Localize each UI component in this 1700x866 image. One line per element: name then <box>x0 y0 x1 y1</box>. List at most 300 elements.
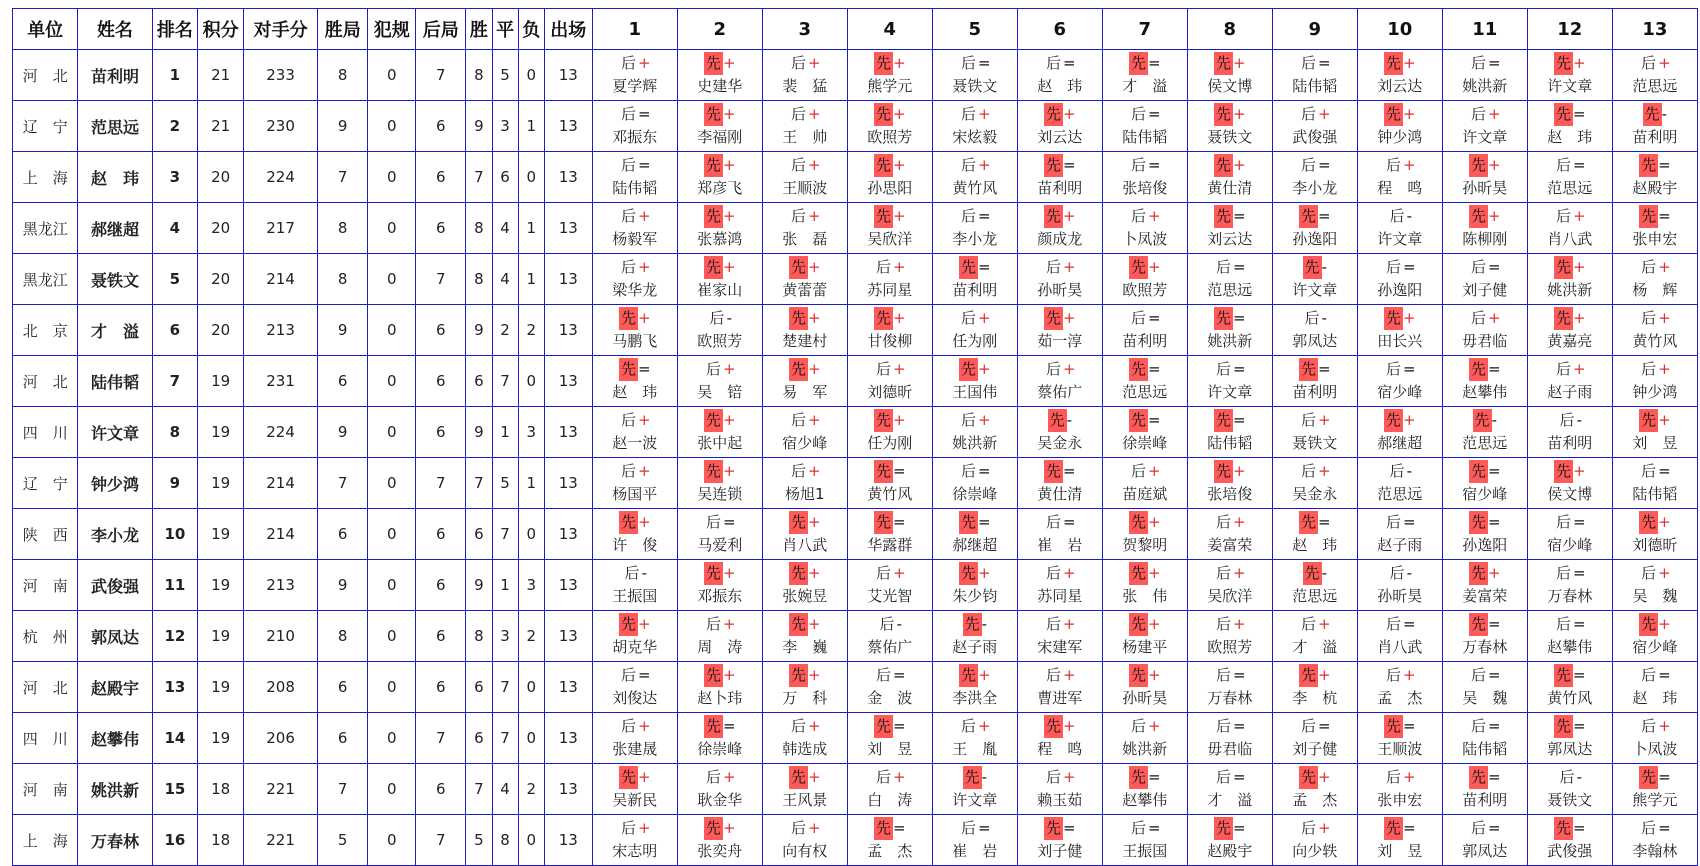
round-result-cell <box>762 764 847 815</box>
opponent-name: 苗利明 <box>1292 383 1338 401</box>
fouls-cell: 0 <box>368 50 416 101</box>
unit-cell: 河 北 <box>13 50 78 101</box>
game-result: + <box>807 819 821 837</box>
wins-cell: 7 <box>466 152 492 203</box>
losses-cell: 0 <box>518 509 544 560</box>
color-side-label: 先 <box>1643 103 1662 126</box>
game-result: = <box>1487 717 1501 735</box>
round-result-cell <box>1102 764 1187 815</box>
game-result: = <box>892 666 906 684</box>
color-side-label: 先 <box>704 715 723 738</box>
game-result: = <box>1487 666 1501 684</box>
unit-cell: 河 南 <box>13 560 78 611</box>
game-result: + <box>722 258 736 276</box>
game-result: + <box>722 462 736 480</box>
game-result: = <box>1572 156 1586 174</box>
color-side-label: 后 <box>960 156 976 174</box>
fouls-cell: 0 <box>368 152 416 203</box>
points-cell: 19 <box>198 560 244 611</box>
losses-cell: 3 <box>518 407 544 458</box>
game-result: = <box>1147 309 1161 327</box>
opponent-score-cell: 213 <box>244 305 318 356</box>
column-header: 犯规 <box>368 9 416 50</box>
color-side-label: 后 <box>1470 54 1486 72</box>
points-cell: 21 <box>198 101 244 152</box>
opponent-name: 杨建平 <box>1122 638 1168 656</box>
round-result-cell <box>1017 203 1102 254</box>
round-result-cell <box>847 50 932 101</box>
losses-cell: 0 <box>518 50 544 101</box>
round-result-cell <box>1102 560 1187 611</box>
color-side-label: 先 <box>1554 460 1573 483</box>
rank-cell: 2 <box>152 101 198 152</box>
game-result: + <box>1402 768 1416 786</box>
opponent-name: 任为刚 <box>867 434 913 452</box>
opponent-name: 肖八武 <box>1377 638 1423 656</box>
wins-cell: 8 <box>466 254 492 305</box>
opponent-name: 吴欣洋 <box>867 230 913 248</box>
opponent-name: 赵一波 <box>612 434 658 452</box>
color-side-label: 后 <box>1215 666 1231 684</box>
rank-cell: 12 <box>152 611 198 662</box>
game-result: + <box>722 105 736 123</box>
round-result-cell <box>1357 458 1442 509</box>
round-result-cell <box>1102 611 1187 662</box>
round-result-cell <box>1612 662 1697 713</box>
points-cell: 20 <box>198 254 244 305</box>
opponent-name: 陆伟韬 <box>1122 128 1168 146</box>
color-side-label: 先 <box>789 664 808 687</box>
winning-games-cell: 9 <box>318 560 368 611</box>
game-result: + <box>1147 258 1161 276</box>
game-result: + <box>722 156 736 174</box>
round-result-cell <box>1187 458 1272 509</box>
color-side-label: 后 <box>1641 360 1657 378</box>
round-result-cell <box>1017 407 1102 458</box>
round-result-cell <box>1357 560 1442 611</box>
game-result: = <box>1232 768 1246 786</box>
round-result-cell <box>592 305 677 356</box>
rank-cell: 1 <box>152 50 198 101</box>
round-result-cell <box>762 101 847 152</box>
round-result-cell <box>1357 713 1442 764</box>
opponent-name: 苏同星 <box>1037 587 1083 605</box>
round-result-cell <box>677 764 762 815</box>
color-side-label: 后 <box>1300 717 1316 735</box>
opponent-name: 黄嘉亮 <box>1547 332 1593 350</box>
opponent-name: 孙昕昊 <box>1037 281 1083 299</box>
round-result-cell <box>1527 458 1612 509</box>
opponent-name: 马鹏飞 <box>612 332 658 350</box>
opponent-name: 姚洪新 <box>1462 77 1508 95</box>
back-games-cell: 6 <box>416 662 466 713</box>
color-side-label: 先 <box>874 52 893 75</box>
round-result-cell <box>677 254 762 305</box>
round-result-cell <box>1102 662 1187 713</box>
back-games-cell: 7 <box>416 458 466 509</box>
color-side-label: 后 <box>875 258 891 276</box>
unit-cell: 上 海 <box>13 815 78 866</box>
opponent-name: 赵殿宇 <box>1632 179 1678 197</box>
opponent-name: 许文章 <box>1377 230 1423 248</box>
opponent-name: 卜凤波 <box>1632 740 1678 758</box>
game-result: = <box>1572 105 1586 123</box>
round-result-cell <box>932 152 1017 203</box>
column-header: 13 <box>1612 9 1697 50</box>
color-side-label: 先 <box>704 664 723 687</box>
winning-games-cell: 5 <box>318 815 368 866</box>
draws-cell: 1 <box>492 560 518 611</box>
game-result: = <box>1572 666 1586 684</box>
round-result-cell <box>1272 203 1357 254</box>
game-result: + <box>1658 309 1671 327</box>
game-result: + <box>807 54 821 72</box>
game-result: + <box>1317 411 1331 429</box>
column-header: 5 <box>932 9 1017 50</box>
game-result: + <box>1232 54 1246 72</box>
round-result-cell <box>762 815 847 866</box>
back-games-cell: 6 <box>416 509 466 560</box>
color-side-label: 后 <box>1130 717 1146 735</box>
played-cell: 13 <box>544 509 592 560</box>
round-result-cell <box>1527 50 1612 101</box>
opponent-name: 黄仕清 <box>1037 485 1083 503</box>
wins-cell: 6 <box>466 509 492 560</box>
opponent-name: 孙逸阳 <box>1377 281 1423 299</box>
round-result-cell <box>592 152 677 203</box>
opponent-name: 陆伟韬 <box>612 179 658 197</box>
game-result: + <box>1062 258 1076 276</box>
round-result-cell <box>1442 611 1527 662</box>
opponent-name: 欧照芳 <box>1207 638 1253 656</box>
game-result: + <box>1147 564 1161 582</box>
opponent-name: 王振国 <box>1122 842 1168 860</box>
opponent-score-cell: 230 <box>244 101 318 152</box>
round-result-cell <box>1272 305 1357 356</box>
back-games-cell: 6 <box>416 611 466 662</box>
game-result: + <box>637 54 651 72</box>
opponent-name: 胡克华 <box>612 638 658 656</box>
opponent-name: 范思远 <box>1462 434 1508 452</box>
played-cell: 13 <box>544 101 592 152</box>
winning-games-cell: 8 <box>318 254 368 305</box>
game-result: = <box>1317 513 1331 531</box>
color-side-label: 后 <box>1304 309 1320 327</box>
round-result-cell <box>1527 713 1612 764</box>
wins-cell: 6 <box>466 713 492 764</box>
round-result-cell <box>762 254 847 305</box>
round-result-cell <box>1357 662 1442 713</box>
round-result-cell <box>1187 101 1272 152</box>
color-side-label: 先 <box>1469 358 1488 381</box>
round-result-cell <box>1187 407 1272 458</box>
played-cell: 13 <box>544 662 592 713</box>
points-cell: 19 <box>198 713 244 764</box>
opponent-score-cell: 221 <box>244 764 318 815</box>
round-result-cell <box>932 611 1017 662</box>
color-side-label: 后 <box>1555 156 1571 174</box>
unit-cell: 黑龙江 <box>13 254 78 305</box>
opponent-name: 吴 魏 <box>1632 587 1678 605</box>
game-result: + <box>807 309 821 327</box>
round-result-cell <box>1187 50 1272 101</box>
game-result: = <box>1062 462 1076 480</box>
opponent-name: 向少轶 <box>1292 842 1338 860</box>
draws-cell: 1 <box>492 407 518 458</box>
opponent-score-cell: 221 <box>244 815 318 866</box>
round-result-cell <box>592 458 677 509</box>
round-result-cell <box>1102 254 1187 305</box>
color-side-label: 后 <box>1045 666 1061 684</box>
round-result-cell <box>1272 254 1357 305</box>
game-result: = <box>1232 360 1246 378</box>
opponent-name: 万 科 <box>782 689 828 707</box>
game-result: + <box>1147 615 1161 633</box>
wins-cell: 9 <box>466 407 492 458</box>
round-result-cell <box>1357 407 1442 458</box>
opponent-name: 张培俊 <box>1122 179 1168 197</box>
game-result: + <box>637 462 651 480</box>
draws-cell: 7 <box>492 662 518 713</box>
round-result-cell <box>762 713 847 764</box>
opponent-name: 肖八武 <box>782 536 828 554</box>
color-side-label: 后 <box>620 462 636 480</box>
table-body <box>13 50 1698 866</box>
color-side-label: 先 <box>1299 511 1318 534</box>
game-result: = <box>1658 462 1671 480</box>
game-result: - <box>1321 258 1327 276</box>
game-result: = <box>1317 717 1331 735</box>
color-side-label: 先 <box>789 256 808 279</box>
color-side-label: 后 <box>1389 564 1405 582</box>
opponent-name: 武俊强 <box>1292 128 1338 146</box>
round-result-cell <box>1017 356 1102 407</box>
round-result-cell <box>1017 611 1102 662</box>
game-result: - <box>1066 411 1072 429</box>
game-result: = <box>1487 513 1501 531</box>
color-side-label: 后 <box>1555 360 1571 378</box>
game-result: + <box>892 564 906 582</box>
round-result-cell <box>1612 101 1697 152</box>
opponent-name: 黄竹风 <box>867 485 913 503</box>
round-result-cell <box>1187 713 1272 764</box>
opponent-name: 王振国 <box>612 587 658 605</box>
fouls-cell: 0 <box>368 458 416 509</box>
color-side-label: 先 <box>1129 409 1148 432</box>
round-result-cell <box>677 662 762 713</box>
round-result-cell <box>762 203 847 254</box>
opponent-name: 姚洪新 <box>1547 281 1593 299</box>
game-result: + <box>1658 360 1671 378</box>
game-result: + <box>1402 411 1416 429</box>
color-side-label: 后 <box>620 258 636 276</box>
rank-cell: 10 <box>152 509 198 560</box>
game-result: + <box>1317 819 1331 837</box>
game-result: = <box>1232 309 1246 327</box>
round-result-cell <box>1357 764 1442 815</box>
color-side-label: 先 <box>1639 511 1658 534</box>
game-result: + <box>807 411 821 429</box>
round-result-cell <box>1187 203 1272 254</box>
column-header: 10 <box>1357 9 1442 50</box>
game-result: - <box>1406 564 1412 582</box>
round-result-cell <box>592 764 677 815</box>
opponent-name: 王顺波 <box>1377 740 1423 758</box>
color-side-label: 后 <box>1045 564 1061 582</box>
game-result: + <box>1402 54 1416 72</box>
round-result-cell <box>762 560 847 611</box>
color-side-label: 先 <box>1469 562 1488 585</box>
round-result-cell <box>1102 203 1187 254</box>
game-result: = <box>1402 717 1416 735</box>
round-result-cell <box>1357 305 1442 356</box>
color-side-label: 后 <box>620 717 636 735</box>
color-side-label: 先 <box>704 103 723 126</box>
game-result: - <box>896 615 902 633</box>
winning-games-cell: 7 <box>318 458 368 509</box>
game-result: + <box>1572 309 1586 327</box>
color-side-label: 后 <box>624 564 640 582</box>
played-cell: 13 <box>544 560 592 611</box>
opponent-name: 杨旭1 <box>784 485 825 503</box>
losses-cell: 0 <box>518 713 544 764</box>
round-result-cell <box>1612 407 1697 458</box>
opponent-score-cell: 217 <box>244 203 318 254</box>
points-cell: 18 <box>198 764 244 815</box>
color-side-label: 先 <box>619 613 638 636</box>
opponent-name: 姜富荣 <box>1207 536 1253 554</box>
game-result: = <box>977 54 991 72</box>
opponent-name: 赵卜玮 <box>697 689 743 707</box>
round-result-cell <box>677 203 762 254</box>
color-side-label: 先 <box>1044 205 1063 228</box>
opponent-name: 马爱利 <box>697 536 743 554</box>
color-side-label: 先 <box>619 511 638 534</box>
game-result: + <box>1402 666 1416 684</box>
round-result-cell <box>1612 764 1697 815</box>
color-side-label: 后 <box>790 411 806 429</box>
column-header: 平 <box>492 9 518 50</box>
round-result-cell <box>1612 152 1697 203</box>
opponent-name: 钟少鸿 <box>1632 383 1678 401</box>
losses-cell: 1 <box>518 458 544 509</box>
color-side-label: 先 <box>1639 205 1658 228</box>
color-side-label: 先 <box>1554 52 1573 75</box>
round-result-cell <box>592 611 677 662</box>
played-cell: 13 <box>544 356 592 407</box>
color-side-label: 先 <box>1384 52 1403 75</box>
opponent-name: 张建晟 <box>612 740 658 758</box>
color-side-label: 后 <box>620 819 636 837</box>
fouls-cell: 0 <box>368 509 416 560</box>
opponent-name: 艾光智 <box>867 587 913 605</box>
game-result: + <box>1062 768 1076 786</box>
game-result: + <box>892 207 906 225</box>
game-result: + <box>807 105 821 123</box>
color-side-label: 后 <box>960 717 976 735</box>
round-result-cell <box>847 356 932 407</box>
game-result: = <box>1232 666 1246 684</box>
opponent-name: 聂铁文 <box>1207 128 1253 146</box>
opponent-name: 耿金华 <box>697 791 743 809</box>
color-side-label: 后 <box>1470 258 1486 276</box>
opponent-name: 朱少钧 <box>952 587 998 605</box>
opponent-name: 赵攀伟 <box>1547 638 1593 656</box>
opponent-name: 刘俊达 <box>612 689 658 707</box>
opponent-name: 周 涛 <box>697 638 743 656</box>
color-side-label: 后 <box>875 360 891 378</box>
table-row <box>13 815 1698 866</box>
game-result: = <box>1232 258 1246 276</box>
game-result: = <box>1062 54 1076 72</box>
round-result-cell <box>1357 254 1442 305</box>
color-side-label: 先 <box>874 103 893 126</box>
winning-games-cell: 9 <box>318 407 368 458</box>
losses-cell: 2 <box>518 305 544 356</box>
points-cell: 19 <box>198 611 244 662</box>
color-side-label: 后 <box>1641 819 1657 837</box>
color-side-label: 先 <box>704 817 723 840</box>
color-side-label: 后 <box>1300 462 1316 480</box>
color-side-label: 先 <box>1129 52 1148 75</box>
column-header: 胜局 <box>318 9 368 50</box>
round-result-cell <box>1272 50 1357 101</box>
winning-games-cell: 6 <box>318 662 368 713</box>
color-side-label: 先 <box>1129 766 1148 789</box>
points-cell: 19 <box>198 509 244 560</box>
game-result: + <box>1317 462 1331 480</box>
game-result: = <box>1487 258 1501 276</box>
round-result-cell <box>847 815 932 866</box>
table-header <box>13 9 1698 50</box>
round-result-cell <box>762 509 847 560</box>
game-result: + <box>1487 564 1501 582</box>
color-side-label: 先 <box>619 358 638 381</box>
fouls-cell: 0 <box>368 611 416 662</box>
round-result-cell <box>1187 305 1272 356</box>
round-result-cell <box>1017 152 1102 203</box>
game-result: + <box>1572 54 1586 72</box>
opponent-name: 张申宏 <box>1377 791 1423 809</box>
played-cell: 13 <box>544 254 592 305</box>
opponent-name: 刘 昱 <box>1377 842 1423 860</box>
round-result-cell <box>677 560 762 611</box>
opponent-name: 黄竹风 <box>952 179 998 197</box>
opponent-name: 侯文博 <box>1207 77 1253 95</box>
game-result: + <box>892 54 906 72</box>
color-side-label: 先 <box>1639 766 1658 789</box>
round-result-cell <box>1527 611 1612 662</box>
opponent-name: 郭凤达 <box>1292 332 1338 350</box>
opponent-name: 黄竹风 <box>1632 332 1678 350</box>
round-result-cell <box>847 254 932 305</box>
round-result-cell <box>1272 662 1357 713</box>
opponent-name: 赵 玮 <box>1547 128 1593 146</box>
color-side-label: 先 <box>1554 256 1573 279</box>
game-result: = <box>1487 768 1501 786</box>
rank-cell: 16 <box>152 815 198 866</box>
round-result-cell <box>1357 203 1442 254</box>
game-result: - <box>1321 564 1327 582</box>
game-result: + <box>1147 717 1161 735</box>
round-result-cell <box>932 407 1017 458</box>
round-result-cell <box>847 101 932 152</box>
round-result-cell <box>1102 509 1187 560</box>
wins-cell: 6 <box>466 662 492 713</box>
opponent-name: 陆伟韬 <box>1207 434 1253 452</box>
color-side-label: 后 <box>790 819 806 837</box>
round-result-cell <box>1272 101 1357 152</box>
